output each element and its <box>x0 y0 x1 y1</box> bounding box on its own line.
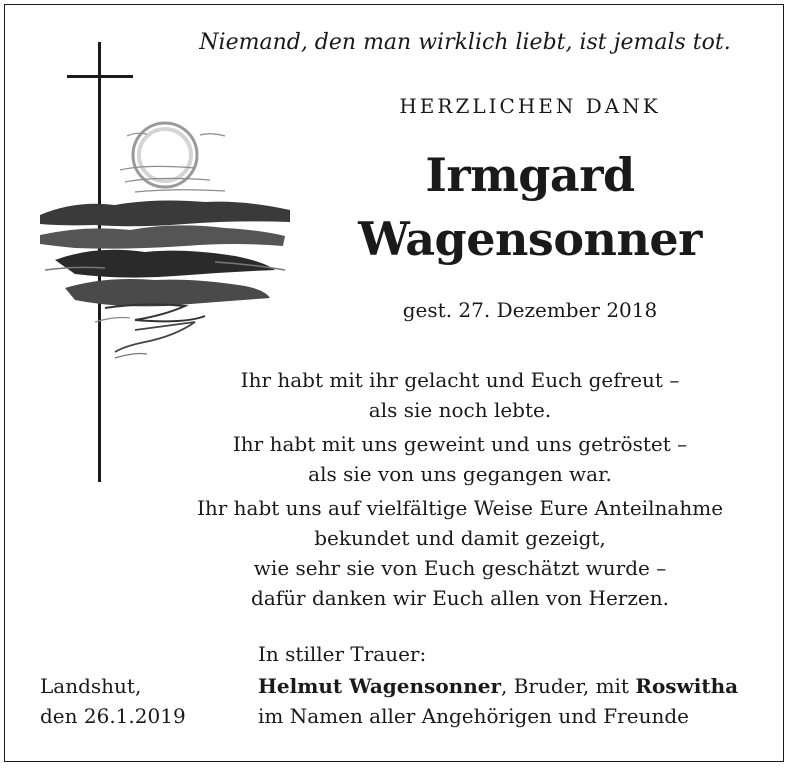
place-date-block <box>40 671 186 731</box>
lake-water <box>95 304 205 358</box>
mourning-label: In stiller Trauer: <box>258 642 427 666</box>
place: Landshut, <box>40 674 142 698</box>
mourner-relation: , Bruder, mit <box>501 674 636 698</box>
mourners-block <box>258 671 738 731</box>
mourners-line-1 <box>258 671 738 701</box>
stanza-line: Ihr habt uns auf vielfältige Weise Eure Anteilnahme <box>196 496 724 520</box>
heading: HERZLICHEN DANK <box>399 94 661 118</box>
stanza-1 <box>130 365 790 425</box>
stanza-line: Ihr habt mit ihr gelacht und Euch gefreut – <box>240 368 680 392</box>
stanza-line: Ihr habt mit uns geweint und uns getröstet – <box>232 432 688 456</box>
stanza-3 <box>130 493 790 613</box>
stanza-line: wie sehr sie von Euch geschätzt wurde – <box>253 556 667 580</box>
stanza-2 <box>130 429 790 489</box>
mourner-name-2: Roswitha <box>635 674 739 698</box>
death-date: gest. 27. Dezember 2018 <box>402 298 658 322</box>
deceased-last-name: Wagensonner <box>358 212 702 266</box>
mourners-line-2: im Namen aller Angehörigen und Freunde <box>258 704 689 728</box>
stanza-line: als sie von uns gegangen war. <box>308 462 612 486</box>
date: den 26.1.2019 <box>40 704 186 728</box>
stanza-line: bekundet und damit gezeigt, <box>314 526 606 550</box>
stanza-line: als sie noch lebte. <box>368 398 552 422</box>
stanza-line: dafür danken wir Euch allen von Herzen. <box>251 586 669 610</box>
landscape-hills <box>40 201 290 307</box>
motto-quote: Niemand, den man wirklich liebt, ist jemals tot. <box>199 30 731 55</box>
deceased-first-name: Irmgard <box>425 148 635 202</box>
mourner-name-1: Helmut Wagensonner <box>258 674 501 698</box>
cross-horizontal-beam <box>67 75 133 78</box>
moon-icon <box>133 123 197 187</box>
